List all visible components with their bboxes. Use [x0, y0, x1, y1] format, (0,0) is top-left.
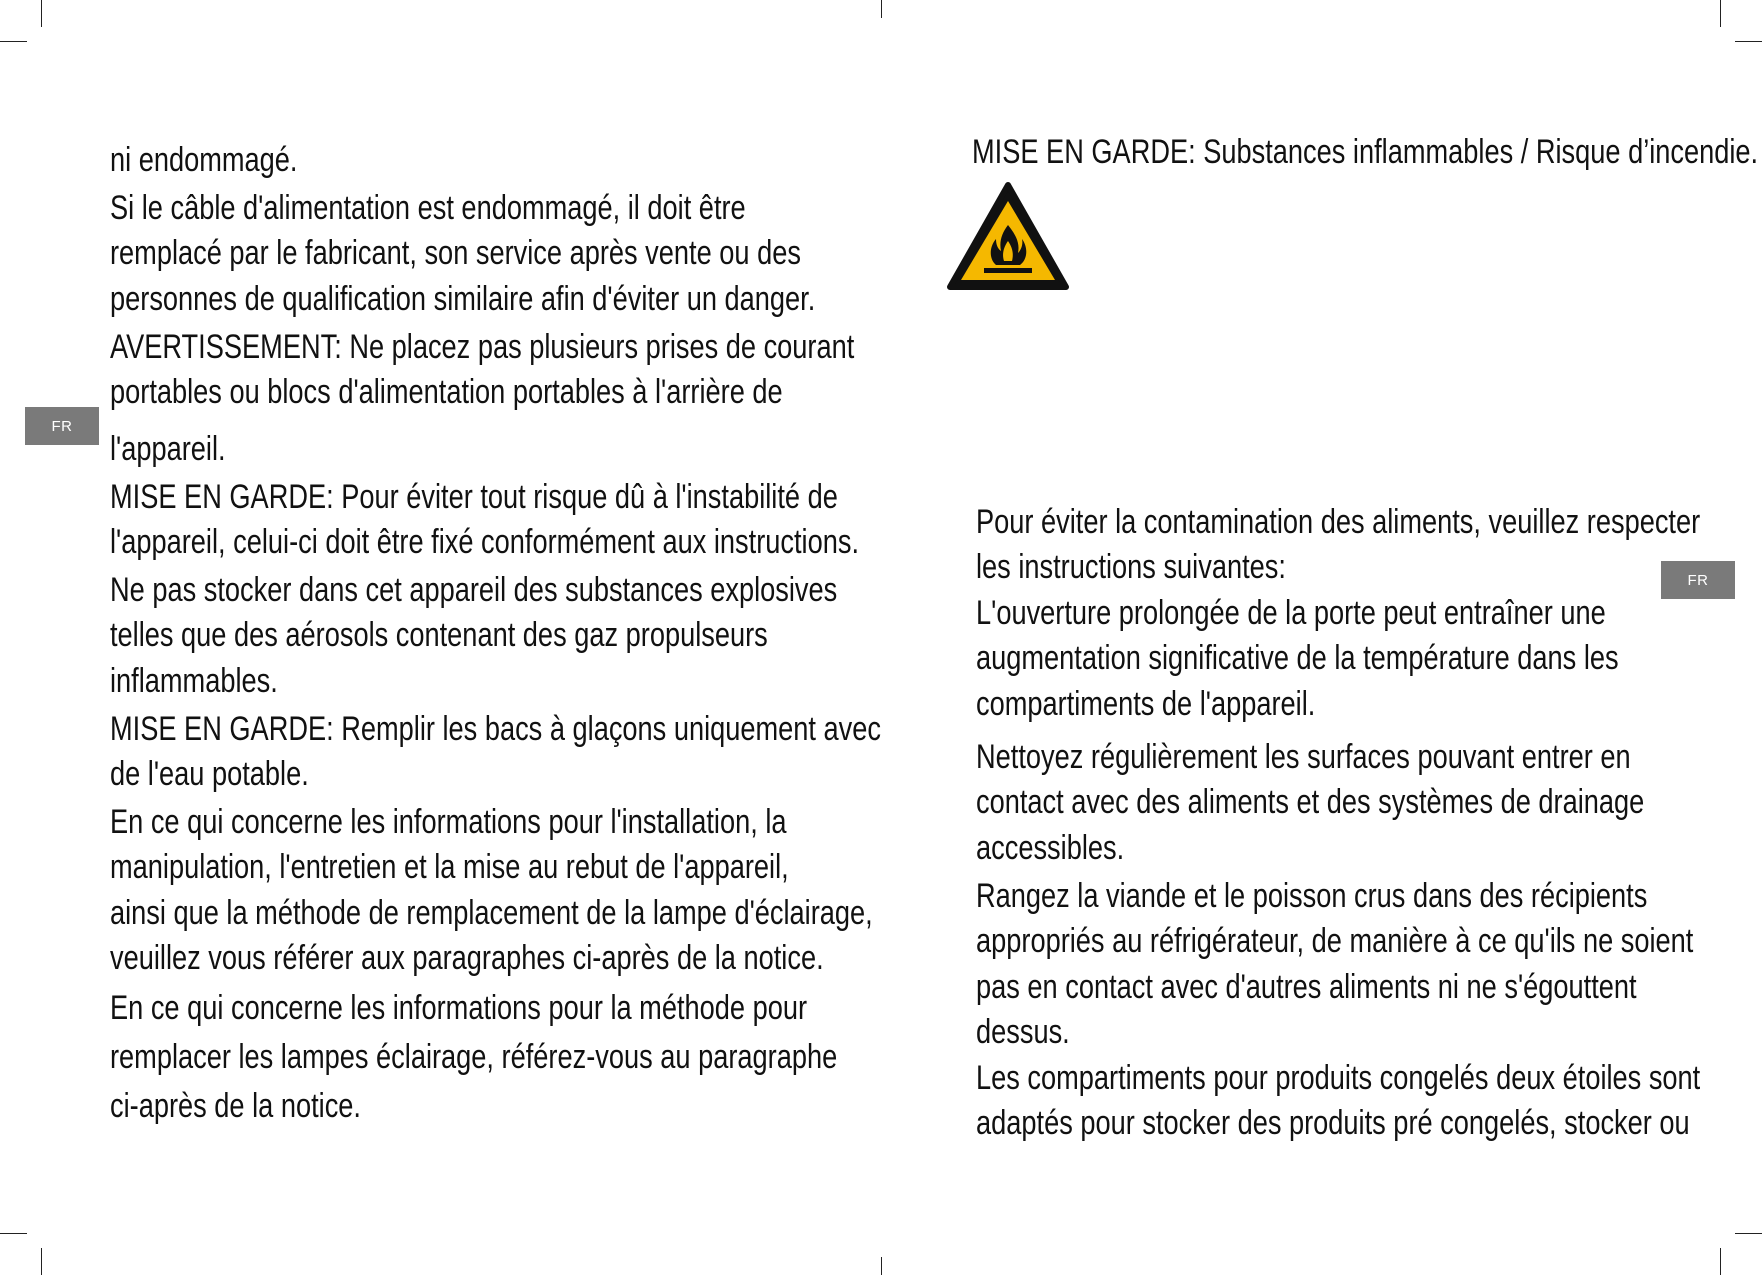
text-line: Nettoyez régulièrement les surfaces pouvant entrer en — [976, 738, 1631, 776]
text-line: L'ouverture prolongée de la porte peut entraîner une — [976, 594, 1606, 632]
text-line: En ce qui concerne les informations pour la méthode pour — [110, 989, 808, 1027]
text-line: dessus. — [976, 1013, 1070, 1051]
text-line: pas en contact avec d'autres aliments ni ne s'égouttent — [976, 968, 1637, 1006]
crop-mark — [0, 1233, 27, 1234]
crop-mark — [0, 41, 27, 42]
text-line: de l'eau potable. — [110, 755, 309, 793]
text-line: manipulation, l'entretien et la mise au rebut de l'appareil, — [110, 848, 789, 886]
text-line: remplacer les lampes éclairage, référez-vous au paragraphe — [110, 1038, 838, 1076]
text-line: appropriés au réfrigérateur, de manière à ce qu'ils ne soient — [976, 922, 1694, 960]
text-line: adaptés pour stocker des produits pré congelés, stocker ou — [976, 1104, 1690, 1142]
text-line: Pour éviter la contamination des aliments, veuillez respecter — [976, 503, 1701, 541]
text-line: compartiments de l'appareil. — [976, 685, 1316, 723]
text-line: En ce qui concerne les informations pour l'installation, la — [110, 803, 787, 841]
language-tab-right: FR — [1661, 561, 1735, 599]
text-line: accessibles. — [976, 829, 1125, 867]
text-line: augmentation significative de la température dans les — [976, 639, 1619, 677]
crop-mark — [881, 0, 882, 18]
text-line: l'appareil. — [110, 430, 226, 468]
text-line: AVERTISSEMENT: Ne placez pas plusieurs prises de courant — [110, 328, 855, 366]
text-line: MISE EN GARDE: Remplir les bacs à glaçons uniquement avec — [110, 710, 881, 748]
text-line: ainsi que la méthode de remplacement de la lampe d'éclairage, — [110, 894, 873, 932]
text-line: les instructions suivantes: — [976, 548, 1286, 586]
text-line: ci-après de la notice. — [110, 1087, 361, 1125]
text-line: personnes de qualification similaire afin d'éviter un danger. — [110, 280, 816, 318]
text-line: Si le câble d'alimentation est endommagé, il doit être — [110, 189, 746, 227]
crop-mark — [41, 0, 42, 27]
text-line: ni endommagé. — [110, 141, 298, 179]
text-line: Rangez la viande et le poisson crus dans des récipients — [976, 877, 1648, 915]
text-line: remplacé par le fabricant, son service après vente ou des — [110, 234, 801, 272]
text-line: portables ou blocs d'alimentation portables à l'arrière de — [110, 373, 783, 411]
language-tab-left: FR — [25, 407, 99, 445]
flammable-warning-icon — [946, 181, 1070, 291]
crop-mark — [1735, 41, 1762, 42]
text-line: telles que des aérosols contenant des gaz propulseurs — [110, 616, 768, 654]
warning-heading: MISE EN GARDE: Substances inflammables / Risque d’incendie. — [972, 133, 1759, 171]
crop-mark — [1735, 1233, 1762, 1234]
crop-mark — [41, 1248, 42, 1275]
text-line: l'appareil, celui-ci doit être fixé conformément aux instructions. — [110, 523, 859, 561]
text-line: MISE EN GARDE: Pour éviter tout risque dû à l'instabilité de — [110, 478, 838, 516]
crop-mark — [1720, 0, 1721, 27]
crop-mark — [1720, 1248, 1721, 1275]
text-line: contact avec des aliments et des systèmes de drainage — [976, 783, 1645, 821]
text-line: veuillez vous référer aux paragraphes ci-après de la notice. — [110, 939, 824, 977]
text-line: inflammables. — [110, 662, 278, 700]
text-line: Ne pas stocker dans cet appareil des substances explosives — [110, 571, 838, 609]
text-line: Les compartiments pour produits congelés deux étoiles sont — [976, 1059, 1701, 1097]
crop-mark — [881, 1257, 882, 1275]
